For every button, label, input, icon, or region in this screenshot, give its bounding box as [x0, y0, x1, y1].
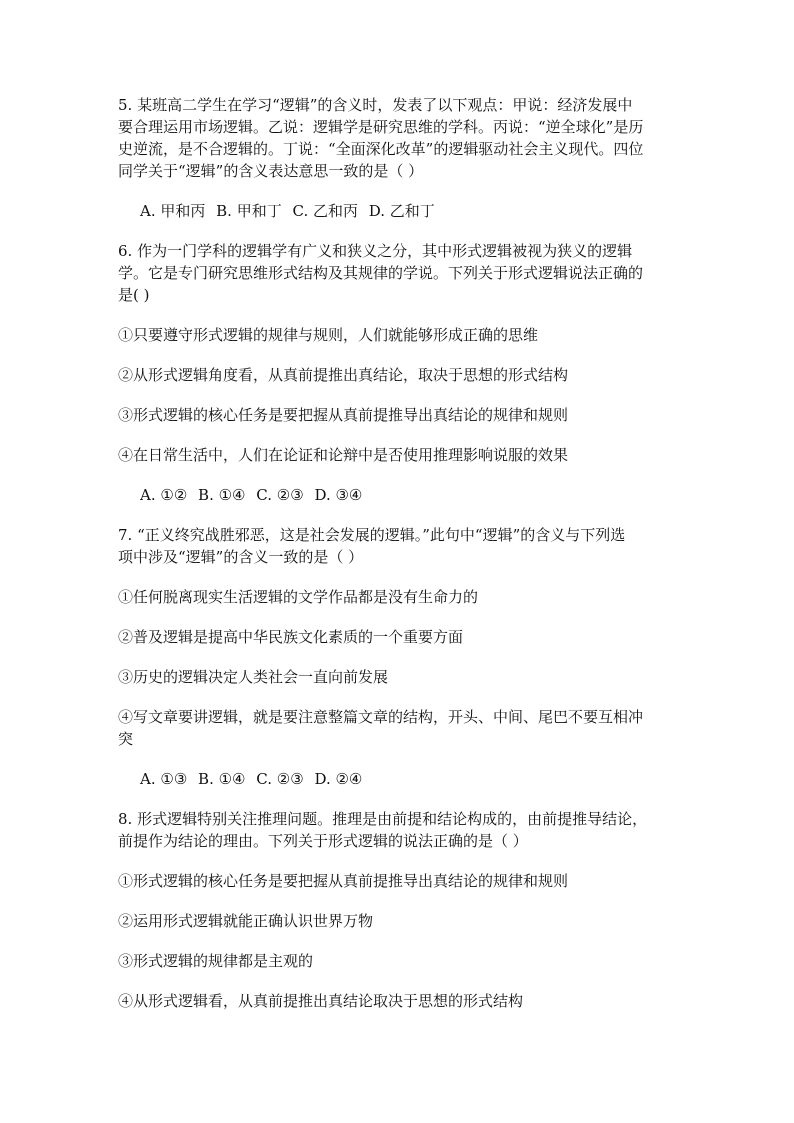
statement-item	[118, 706, 678, 750]
option-c: C. ②③	[256, 770, 304, 788]
option-d: D. 乙和丁	[368, 202, 435, 220]
stem-line: 7. “正义终究战胜邪恶，这是社会发展的逻辑。”此句中“逻辑”的含义与下列选	[118, 526, 626, 544]
answer-options	[118, 200, 678, 222]
statement-item: ③形式逻辑的核心任务是要把握从真前提推导出真结论的规律和规则	[118, 406, 569, 424]
statement-line: ④写文章要讲逻辑，就是要注意整篇文章的结构，开头、中间、尾巴不要互相冲	[118, 708, 644, 726]
statement-item: ③形式逻辑的规律都是主观的	[118, 952, 314, 970]
statement-item: ④从形式逻辑看，从真前提推出真结论取决于思想的形式结构	[118, 992, 524, 1010]
stem-line: 6. 作为一门学科的逻辑学有广义和狭义之分，其中形式逻辑被视为狭义的逻辑	[118, 242, 633, 260]
option-b: B. 甲和丁	[216, 202, 282, 220]
question-stem	[118, 94, 678, 182]
stem-line: 5. 某班高二学生在学习“逻辑”的含义时，发表了以下观点：甲说：经济发展中	[118, 96, 633, 114]
question-5	[118, 94, 678, 222]
stem-line: 前提作为结论的理由。下列关于形式逻辑的说法正确的是（ ）	[118, 832, 528, 850]
option-b: B. ①④	[198, 770, 246, 788]
option-b: B. ①④	[198, 486, 246, 504]
statement-line: 突	[118, 730, 134, 748]
answer-options	[118, 484, 678, 506]
question-6	[118, 240, 678, 506]
question-7	[118, 524, 678, 790]
question-stem	[118, 808, 678, 852]
statement-item: ②普及逻辑是提高中华民族文化素质的一个重要方面	[118, 628, 464, 646]
statement-item: ①任何脱离现实生活逻辑的文学作品都是没有生命力的	[118, 588, 479, 606]
statement-item: ②从形式逻辑角度看，从真前提推出真结论，取决于思想的形式结构	[118, 366, 569, 384]
option-a: A. ①③	[140, 770, 188, 788]
option-c: C. ②③	[256, 486, 304, 504]
stem-line: 史逆流，是不合逻辑的。丁说：“全面深化改革”的逻辑驱动社会主义现代。四位	[118, 140, 644, 158]
option-d: D. ②④	[314, 770, 363, 788]
option-c: C. 乙和丙	[292, 202, 358, 220]
statement-item: ②运用形式逻辑就能正确认识世界万物	[118, 912, 374, 930]
question-stem	[118, 524, 678, 568]
document-page	[118, 94, 678, 1012]
stem-line: 8. 形式逻辑特别关注推理问题。推理是由前提和结论构成的，由前提推导结论，	[118, 810, 648, 828]
option-d: D. ③④	[314, 486, 363, 504]
stem-line: 要合理运用市场逻辑。乙说：逻辑学是研究思维的学科。丙说：“逆全球化”是历	[118, 118, 644, 136]
answer-options	[118, 768, 678, 790]
stem-line: 项中涉及“逻辑”的含义一致的是（ ）	[118, 548, 364, 566]
stem-line: 同学关于“逻辑”的含义表达意思一致的是（ ）	[118, 162, 424, 180]
statement-item: ③历史的逻辑决定人类社会一直向前发展	[118, 668, 389, 686]
stem-line: 是( )	[118, 286, 150, 304]
stem-line: 学。它是专门研究思维形式结构及其规律的学说。下列关于形式逻辑说法正确的	[118, 264, 644, 282]
question-8	[118, 808, 678, 1012]
question-stem	[118, 240, 678, 306]
statement-item: ①形式逻辑的核心任务是要把握从真前提推导出真结论的规律和规则	[118, 872, 569, 890]
option-a: A. 甲和丙	[140, 202, 206, 220]
statement-item: ④在日常生活中，人们在论证和论辩中是否使用推理影响说服的效果	[118, 446, 569, 464]
statement-item: ①只要遵守形式逻辑的规律与规则，人们就能够形成正确的思维	[118, 326, 539, 344]
option-a: A. ①②	[140, 486, 188, 504]
